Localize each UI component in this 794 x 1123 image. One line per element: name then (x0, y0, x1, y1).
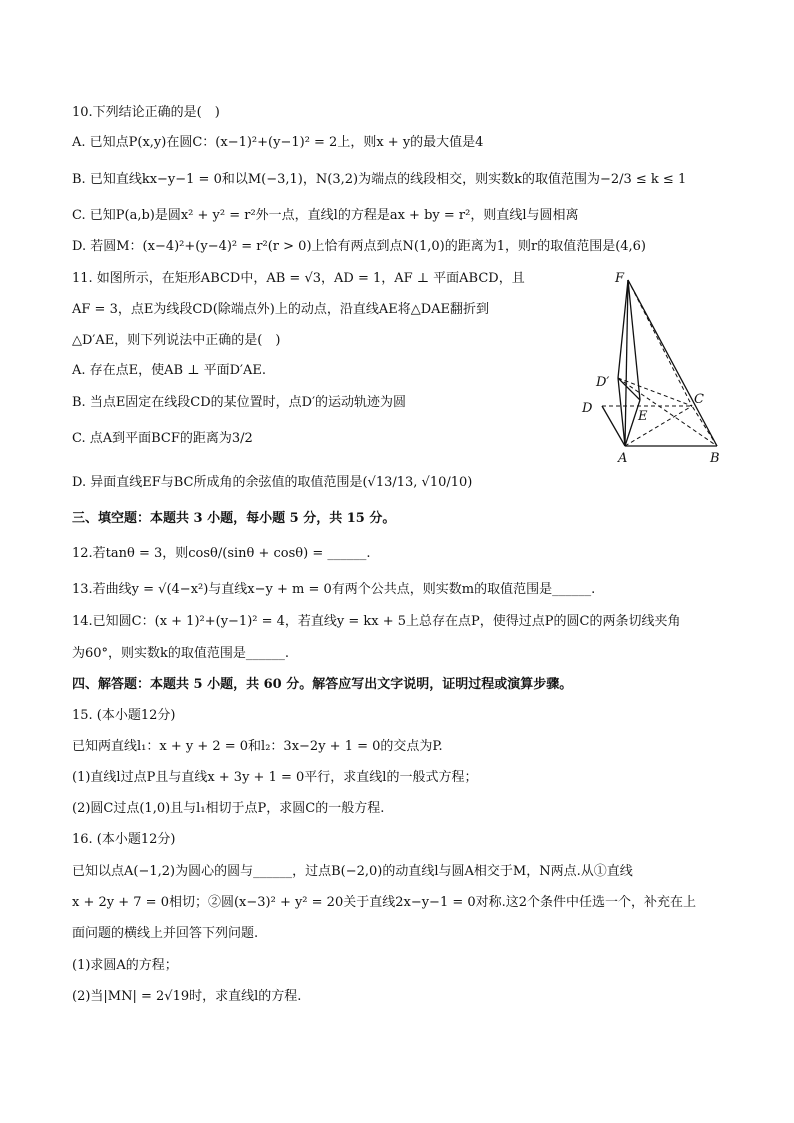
q11-option-a: A. 存在点E，使AB ⊥ 平面D′AE. (72, 363, 266, 378)
section-4-heading: 四、解答题：本题共 5 小题，共 60 分。解答应写出文字说明，证明过程或演算步骤。 (72, 677, 573, 692)
q10-option-a: A. 已知点P(x,y)在圆C：(x−1)²+(y−1)² = 2上，则x + y的最大值是4 (72, 135, 484, 150)
section-3-heading: 三、填空题：本题共 3 小题，每小题 5 分，共 15 分。 (72, 511, 396, 526)
q15-header: 15. (本小题12分) (72, 708, 176, 723)
q16-stem-line1: 已知以点A(−1,2)为圆心的圆与______，过点B(−2,0)的动直线l与圆A相交于M，N两点.从①直线 (72, 864, 633, 879)
geometry-figure (572, 268, 732, 468)
edge-d-prime-e (618, 378, 640, 400)
q15-stem: 已知两直线l₁：x + y + 2 = 0和l₂：3x−2y + 1 = 0的交点为P. (72, 739, 443, 754)
q10-stem: 10.下列结论正确的是( ) (72, 105, 220, 120)
label-d-prime: D′ (596, 375, 610, 390)
q15-part1: (1)直线l过点P且与直线x + 3y + 1 = 0平行，求直线l的一般式方程； (72, 770, 478, 785)
edge-d-prime-b-hidden (618, 378, 717, 446)
q16-stem-line3: 面问题的横线上并回答下列问题. (72, 926, 259, 941)
edge-fc-hidden (628, 280, 692, 406)
q16-header: 16. (本小题12分) (72, 832, 176, 847)
label-e: E (638, 409, 648, 424)
q11-option-d: D. 异面直线EF与BC所成角的余弦值的取值范围是(√13/13, √10/10) (72, 475, 473, 490)
label-d: D (582, 401, 593, 416)
edge-bc-hidden (692, 406, 717, 446)
edge-d-prime-c-hidden (618, 378, 692, 406)
q11-stem-line3: △D′AE，则下列说法中正确的是( ) (72, 333, 281, 348)
label-a: A (618, 451, 628, 466)
label-f: F (615, 271, 625, 286)
q16-part2: (2)当|MN| = 2√19时，求直线l的方程. (72, 989, 302, 1004)
q12: 12.若tanθ = 3，则cosθ/(sinθ + cosθ) = ______. (72, 546, 371, 561)
q16-stem-line2: x + 2y + 7 = 0相切；②圆(x−3)² + y² = 20关于直线2x−y−1 = 0对称.这2个条件中任选一个，补充在上 (72, 895, 697, 910)
q16-part1: (1)求圆A的方程； (72, 958, 178, 973)
q11-stem-line2: AF = 3，点E为线段CD(除端点外)上的动点，沿直线AE将△DAE翻折到 (72, 302, 490, 317)
q13: 13.若曲线y = √(4−x²)与直线x−y + m = 0有两个公共点，则实数m的取值范围是______. (72, 582, 596, 597)
label-b: B (710, 451, 720, 466)
edge-ac-hidden (625, 406, 692, 446)
q11-option-b: B. 当点E固定在线段CD的某位置时，点D′的运动轨迹为圆 (72, 395, 407, 410)
q14-line2: 为60°，则实数k的取值范围是______. (72, 646, 290, 661)
q15-part2: (2)圆C过点(1,0)且与l₁相切于点P，求圆C的一般方程. (72, 801, 385, 816)
label-c: C (694, 392, 704, 407)
q11-stem-line1: 11. 如图所示，在矩形ABCD中，AB = √3，AD = 1，AF ⊥ 平面ABCD，且 (72, 271, 525, 286)
q10-option-c: C. 已知P(a,b)是圆x² + y² = r²外一点，直线l的方程是ax + by = r²，则直线l与圆相离 (72, 208, 579, 223)
q14-line1: 14.已知圆C：(x + 1)²+(y−1)² = 4，若直线y = kx + 5上总存在点P，使得过点P的圆C的两条切线夹角 (72, 614, 681, 629)
q10-option-b: B. 已知直线kx−y−1 = 0和以M(−3,1)，N(3,2)为端点的线段相交，则实数k的取值范围为−2/3 ≤ k ≤ 1 (72, 172, 687, 187)
pyramid-diagram (572, 268, 732, 468)
q10-option-d: D. 若圆M：(x−4)²+(y−4)² = r²(r > 0)上恰有两点到点N(1,0)的距离为1，则r的取值范围是(4,6) (72, 239, 647, 254)
q11-option-c: C. 点A到平面BCF的距离为3/2 (72, 431, 253, 446)
